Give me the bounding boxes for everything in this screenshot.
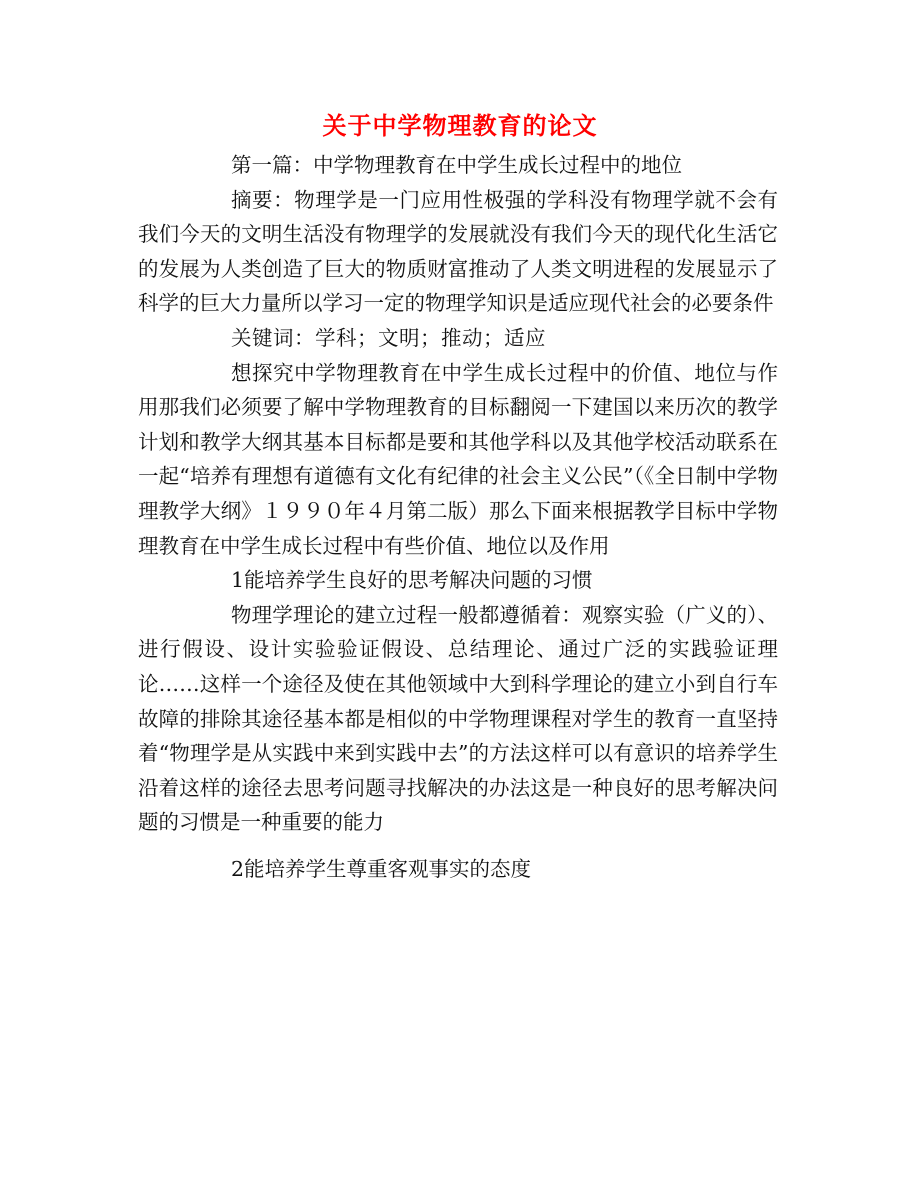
keywords-paragraph: 关键词：学科；文明；推动；适应	[231, 325, 546, 350]
body-paragraph: 物理学理论的建立过程一般都遵循着：观察实验（广义的）、进行假设、设计实验验证假设、总结理论、通过广泛的实践验证理论……这样一个途径及使在其他领域中大到科学理论的建立小到自行车故障的排除其途径基本都是相似的中学物理课程对学生的教育一直坚持着“物理学是从实践中来到实践中去”的方法这样可以有意识的培养学生沿着这样的途径去思考问题寻找解决的办法这是一种良好的思考解决问题的习惯是一种重要的能力	[138, 602, 778, 835]
document-title: 关于中学物理教育的论文	[322, 111, 598, 140]
abstract-paragraph: 摘要：物理学是一门应用性极强的学科没有物理学就不会有我们今天的文明生活没有物理学的发展就没有我们今天的现代化生活它的发展为人类创造了巨大的物质财富推动了人类文明进程的发展显示了科学的巨大力量所以学习一定的物理学知识是适应现代社会的必要条件	[138, 187, 778, 316]
subheading-2: 2能培养学生尊重客观事实的态度	[231, 856, 532, 881]
document-body	[138, 148, 778, 886]
body-paragraph: 想探究中学物理教育在中学生成长过程中的价值、地位与作用那我们必须要了解中学物理教育的目标翻阅一下建国以来历次的教学计划和教学大纲其基本目标都是要和其他学科以及其他学校活动联系在一起“培养有理想有道德有文化有纪律的社会主义公民”（《全日制中学物理教学大纲》１９９０年４月第二版）那么下面来根据教学目标中学物理教育在中学生成长过程中有些价值、地位以及作用	[138, 360, 778, 558]
subheading-1: 1能培养学生良好的思考解决问题的习惯	[231, 568, 593, 593]
section-heading: 第一篇：中学物理教育在中学生成长过程中的地位	[231, 153, 682, 177]
